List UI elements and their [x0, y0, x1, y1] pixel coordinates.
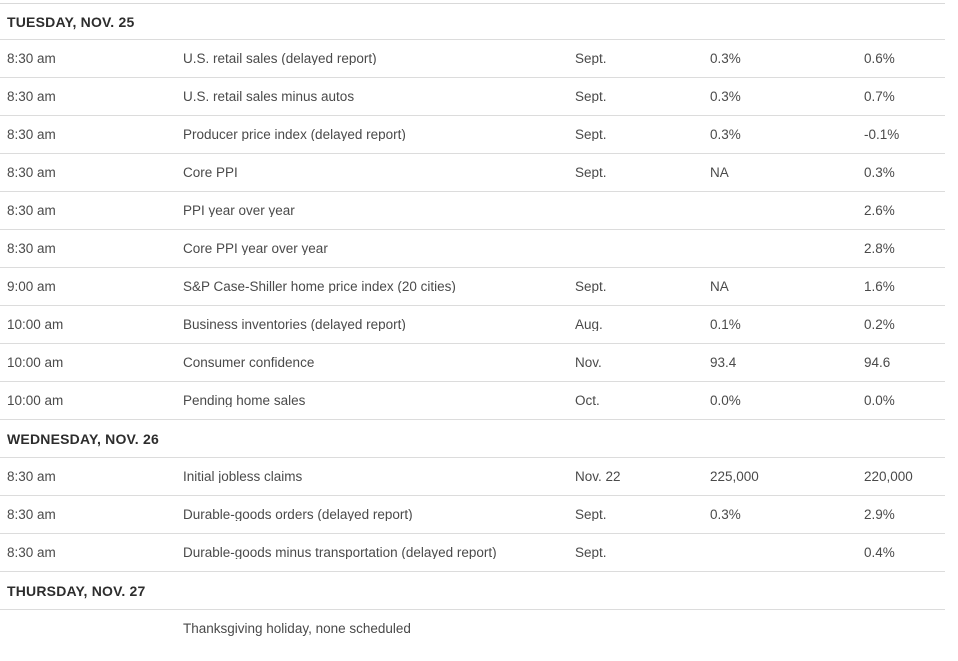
time-cell: 8:30 am: [7, 469, 56, 484]
report-cell: Core PPI: [183, 165, 238, 180]
report-cell: Durable-goods orders (delayed report): [183, 507, 413, 522]
previous-cell: 0.6%: [864, 51, 895, 66]
report-cell: Consumer confidence: [183, 355, 315, 370]
time-cell: 8:30 am: [7, 51, 56, 66]
report-cell: Core PPI year over year: [183, 241, 328, 256]
time-cell: 8:30 am: [7, 127, 56, 142]
period-cell: Sept.: [575, 507, 607, 522]
period-cell: Aug.: [575, 317, 603, 332]
previous-cell: 2.6%: [864, 203, 895, 218]
forecast-cell: 93.4: [710, 355, 737, 370]
time-cell: 8:30 am: [7, 203, 56, 218]
report-cell: Producer price index (delayed report): [183, 127, 406, 142]
forecast-cell: 0.3%: [710, 51, 741, 66]
forecast-cell: 0.3%: [710, 89, 741, 104]
report-cell: Thanksgiving holiday, none scheduled: [183, 622, 411, 636]
report-cell: PPI year over year: [183, 203, 295, 218]
day-header-label: WEDNESDAY, NOV. 26: [7, 430, 159, 447]
time-cell: 8:30 am: [7, 165, 56, 180]
period-cell: Sept.: [575, 127, 607, 142]
time-cell: 8:30 am: [7, 507, 56, 522]
previous-cell: 2.8%: [864, 241, 895, 256]
previous-cell: 220,000: [864, 469, 913, 484]
time-cell: 8:30 am: [7, 545, 56, 560]
calendar-row: [0, 382, 945, 420]
forecast-cell: NA: [710, 165, 729, 180]
period-cell: Sept.: [575, 89, 607, 104]
report-cell: S&P Case-Shiller home price index (20 cities): [183, 279, 456, 294]
day-header-row: [0, 4, 945, 40]
forecast-cell: 0.0%: [710, 393, 741, 408]
report-cell: Business inventories (delayed report): [183, 317, 406, 332]
economic-calendar-table: [0, 3, 945, 648]
previous-cell: 0.2%: [864, 317, 895, 332]
calendar-row: [0, 458, 945, 496]
period-cell: Oct.: [575, 393, 600, 408]
calendar-row: [0, 192, 945, 230]
calendar-row: [0, 40, 945, 78]
report-cell: Durable-goods minus transportation (delayed report): [183, 545, 497, 560]
period-cell: Sept.: [575, 279, 607, 294]
time-cell: 8:30 am: [7, 89, 56, 104]
calendar-row: [0, 154, 945, 192]
forecast-cell: 0.3%: [710, 127, 741, 142]
time-cell: 10:00 am: [7, 393, 64, 408]
calendar-row: [0, 78, 945, 116]
period-cell: Nov.: [575, 355, 602, 370]
period-cell: Sept.: [575, 51, 607, 66]
report-cell: Initial jobless claims: [183, 469, 303, 484]
previous-cell: 0.7%: [864, 89, 895, 104]
calendar-row: [0, 496, 945, 534]
time-cell: 10:00 am: [7, 355, 64, 370]
day-header-row: [0, 420, 945, 458]
calendar-row: [0, 268, 945, 306]
previous-cell: 94.6: [864, 355, 891, 370]
period-cell: Sept.: [575, 165, 607, 180]
calendar-row: [0, 344, 945, 382]
forecast-cell: 225,000: [710, 469, 759, 484]
previous-cell: 0.4%: [864, 545, 895, 560]
day-header-row: [0, 572, 945, 610]
report-cell: Pending home sales: [183, 393, 306, 408]
time-cell: 10:00 am: [7, 317, 64, 332]
report-cell: U.S. retail sales minus autos: [183, 89, 355, 104]
previous-cell: -0.1%: [864, 127, 900, 142]
previous-cell: 0.0%: [864, 393, 895, 408]
calendar-row: [0, 306, 945, 344]
day-header-label: THURSDAY, NOV. 27: [7, 582, 146, 599]
forecast-cell: NA: [710, 279, 729, 294]
period-cell: Nov. 22: [575, 469, 621, 484]
report-cell: U.S. retail sales (delayed report): [183, 51, 377, 66]
previous-cell: 1.6%: [864, 279, 895, 294]
previous-cell: 0.3%: [864, 165, 895, 180]
calendar-row: [0, 534, 945, 572]
previous-cell: 2.9%: [864, 507, 895, 522]
calendar-row: [0, 116, 945, 154]
calendar-row: [0, 610, 945, 648]
period-cell: Sept.: [575, 545, 607, 560]
forecast-cell: 0.1%: [710, 317, 741, 332]
time-cell: 9:00 am: [7, 279, 56, 294]
forecast-cell: 0.3%: [710, 507, 741, 522]
day-header-label: TUESDAY, NOV. 25: [7, 13, 135, 30]
calendar-row: [0, 230, 945, 268]
time-cell: 8:30 am: [7, 241, 56, 256]
